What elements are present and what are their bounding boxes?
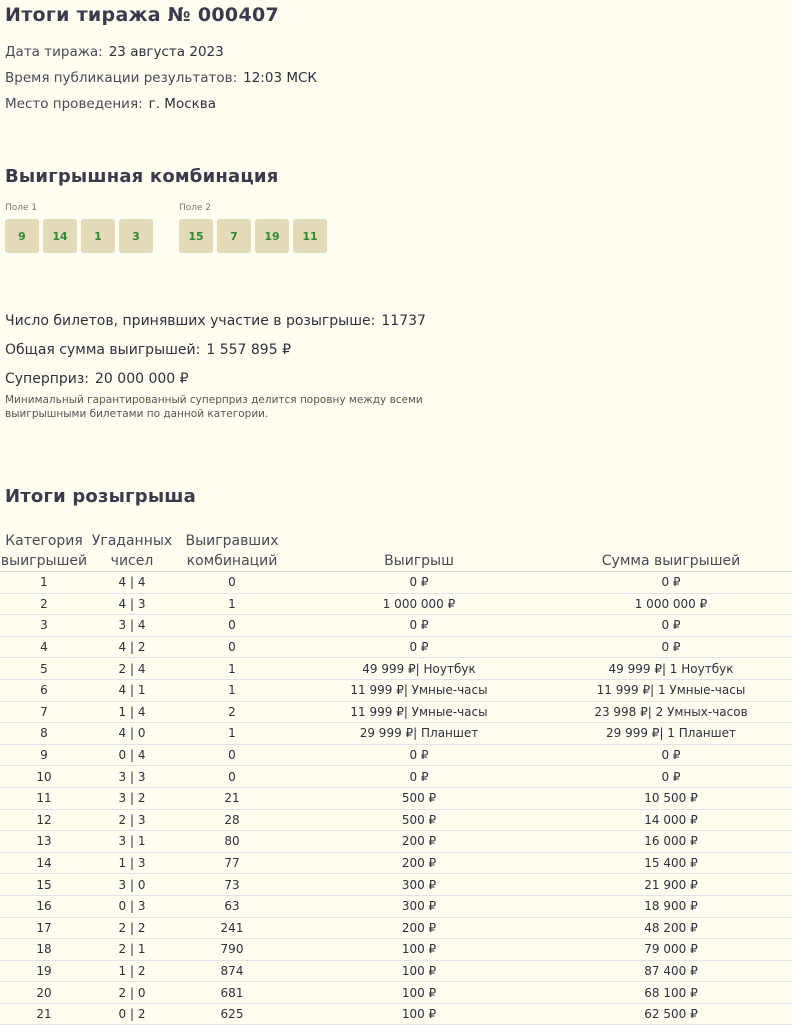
category-cell: 9 [0, 744, 88, 766]
draw-date-label: Дата тиража: [5, 44, 103, 60]
table-row [0, 679, 792, 701]
table-row [0, 636, 792, 658]
col-prize-header: Выигрыш [288, 525, 550, 572]
total-cell: 48 200 ₽ [550, 917, 792, 939]
total-cell: 15 400 ₽ [550, 852, 792, 874]
table-row [0, 723, 792, 745]
total-cell: 18 900 ₽ [550, 895, 792, 917]
total-cell: 0 ₽ [550, 744, 792, 766]
table-row [0, 1003, 792, 1025]
category-cell: 10 [0, 766, 88, 788]
winners-cell: 1 [176, 679, 288, 701]
winners-cell: 681 [176, 982, 288, 1004]
total-cell: 1 000 000 ₽ [550, 593, 792, 615]
matched-cell: 2 | 2 [88, 917, 176, 939]
prize-cell: 200 ₽ [288, 831, 550, 853]
matched-cell: 0 | 4 [88, 744, 176, 766]
total-cell: 62 500 ₽ [550, 1003, 792, 1025]
category-cell: 3 [0, 615, 88, 637]
category-cell: 6 [0, 679, 88, 701]
total-cell: 16 000 ₽ [550, 831, 792, 853]
prize-cell: 500 ₽ [288, 787, 550, 809]
category-cell: 4 [0, 636, 88, 658]
results-table [0, 525, 792, 1025]
category-cell: 13 [0, 831, 88, 853]
total-winnings-value: 1 557 895 ₽ [206, 342, 291, 358]
total-cell: 79 000 ₽ [550, 939, 792, 961]
prize-cell: 200 ₽ [288, 852, 550, 874]
table-row [0, 917, 792, 939]
matched-cell: 4 | 4 [88, 572, 176, 594]
prize-cell: 0 ₽ [288, 615, 550, 637]
winners-cell: 625 [176, 1003, 288, 1025]
matched-cell: 4 | 3 [88, 593, 176, 615]
page-title: Итоги тиража № 000407 [5, 4, 280, 26]
table-row [0, 895, 792, 917]
results-header-row [0, 525, 792, 572]
prize-cell: 500 ₽ [288, 809, 550, 831]
draw-date [5, 44, 224, 60]
table-row [0, 744, 792, 766]
col-category-header: Категория выигрышей [0, 525, 88, 572]
category-cell: 12 [0, 809, 88, 831]
publish-time [5, 70, 317, 86]
total-cell: 0 ₽ [550, 615, 792, 637]
prize-cell: 1 000 000 ₽ [288, 593, 550, 615]
total-cell: 0 ₽ [550, 636, 792, 658]
col-total-header: Сумма выигрышей [550, 525, 792, 572]
category-cell: 21 [0, 1003, 88, 1025]
table-row [0, 787, 792, 809]
winners-cell: 2 [176, 701, 288, 723]
winners-cell: 28 [176, 809, 288, 831]
results-body [0, 572, 792, 1025]
draw-place-label: Место проведения: [5, 96, 143, 112]
publish-time-value: 12:03 МСК [243, 70, 317, 86]
matched-cell: 4 | 0 [88, 723, 176, 745]
prize-cell: 300 ₽ [288, 895, 550, 917]
winners-cell: 241 [176, 917, 288, 939]
category-cell: 5 [0, 658, 88, 680]
category-cell: 16 [0, 895, 88, 917]
matched-cell: 3 | 1 [88, 831, 176, 853]
winners-cell: 1 [176, 658, 288, 680]
category-cell: 15 [0, 874, 88, 896]
table-row [0, 572, 792, 594]
field1-balls [5, 219, 153, 253]
field1-label: Поле 1 [5, 203, 38, 213]
total-cell: 10 500 ₽ [550, 787, 792, 809]
table-row [0, 831, 792, 853]
ball: 1 [81, 219, 115, 253]
matched-cell: 0 | 3 [88, 895, 176, 917]
total-cell: 49 999 ₽| 1 Ноутбук [550, 658, 792, 680]
matched-cell: 4 | 2 [88, 636, 176, 658]
prize-cell: 100 ₽ [288, 1003, 550, 1025]
total-cell: 29 999 ₽| 1 Планшет [550, 723, 792, 745]
superprize-value: 20 000 000 ₽ [95, 371, 189, 387]
matched-cell: 2 | 3 [88, 809, 176, 831]
winners-cell: 77 [176, 852, 288, 874]
category-cell: 2 [0, 593, 88, 615]
tickets-count-label: Число билетов, принявших участие в розыгрыше: [5, 313, 376, 329]
total-winnings [5, 342, 291, 358]
total-cell: 0 ₽ [550, 572, 792, 594]
matched-cell: 3 | 4 [88, 615, 176, 637]
matched-cell: 0 | 2 [88, 1003, 176, 1025]
winners-cell: 0 [176, 636, 288, 658]
ball: 15 [179, 219, 213, 253]
draw-place-value: г. Москва [148, 96, 217, 112]
prize-cell: 300 ₽ [288, 874, 550, 896]
matched-cell: 2 | 0 [88, 982, 176, 1004]
matched-cell: 2 | 4 [88, 658, 176, 680]
category-cell: 1 [0, 572, 88, 594]
category-cell: 18 [0, 939, 88, 961]
prize-cell: 0 ₽ [288, 766, 550, 788]
winners-cell: 0 [176, 744, 288, 766]
winners-cell: 0 [176, 572, 288, 594]
matched-cell: 3 | 2 [88, 787, 176, 809]
ball: 9 [5, 219, 39, 253]
tickets-count [5, 313, 426, 329]
draw-date-value: 23 августа 2023 [108, 44, 224, 60]
category-cell: 19 [0, 960, 88, 982]
superprize-note: Минимальный гарантированный суперприз делится поровну между всеми выигрышными билетами по данной категории. [5, 394, 423, 420]
ball: 3 [119, 219, 153, 253]
prize-cell: 200 ₽ [288, 917, 550, 939]
total-cell: 0 ₽ [550, 766, 792, 788]
col-winners-header: Выигравших комбинаций [176, 525, 288, 572]
ball: 19 [255, 219, 289, 253]
winners-cell: 874 [176, 960, 288, 982]
table-row [0, 852, 792, 874]
prize-cell: 11 999 ₽| Умные-часы [288, 679, 550, 701]
ball: 7 [217, 219, 251, 253]
total-cell: 11 999 ₽| 1 Умные-часы [550, 679, 792, 701]
superprize-label: Суперприз: [5, 371, 90, 387]
prize-cell: 100 ₽ [288, 982, 550, 1004]
winners-cell: 80 [176, 831, 288, 853]
table-row [0, 593, 792, 615]
matched-cell: 1 | 3 [88, 852, 176, 874]
total-cell: 14 000 ₽ [550, 809, 792, 831]
table-row [0, 874, 792, 896]
prize-cell: 0 ₽ [288, 636, 550, 658]
publish-time-label: Время публикации результатов: [5, 70, 238, 86]
ball: 14 [43, 219, 77, 253]
prize-cell: 100 ₽ [288, 939, 550, 961]
table-row [0, 658, 792, 680]
draw-place [5, 96, 216, 112]
matched-cell: 3 | 0 [88, 874, 176, 896]
table-row [0, 809, 792, 831]
matched-cell: 1 | 4 [88, 701, 176, 723]
field2-balls [179, 219, 327, 253]
ball: 11 [293, 219, 327, 253]
total-cell: 23 998 ₽| 2 Умных-часов [550, 701, 792, 723]
matched-cell: 3 | 3 [88, 766, 176, 788]
category-cell: 8 [0, 723, 88, 745]
winners-cell: 1 [176, 593, 288, 615]
table-row [0, 701, 792, 723]
matched-cell: 1 | 2 [88, 960, 176, 982]
prize-cell: 29 999 ₽| Планшет [288, 723, 550, 745]
winners-cell: 0 [176, 615, 288, 637]
table-row [0, 615, 792, 637]
total-cell: 21 900 ₽ [550, 874, 792, 896]
winners-cell: 73 [176, 874, 288, 896]
matched-cell: 2 | 1 [88, 939, 176, 961]
tickets-count-value: 11737 [381, 313, 426, 329]
prize-cell: 0 ₽ [288, 744, 550, 766]
winners-cell: 790 [176, 939, 288, 961]
col-matched-header: Угаданных чисел [88, 525, 176, 572]
winners-cell: 1 [176, 723, 288, 745]
winners-cell: 21 [176, 787, 288, 809]
prize-cell: 100 ₽ [288, 960, 550, 982]
category-cell: 7 [0, 701, 88, 723]
category-cell: 14 [0, 852, 88, 874]
matched-cell: 4 | 1 [88, 679, 176, 701]
prize-cell: 11 999 ₽| Умные-часы [288, 701, 550, 723]
winners-cell: 0 [176, 766, 288, 788]
table-row [0, 939, 792, 961]
category-cell: 17 [0, 917, 88, 939]
total-cell: 68 100 ₽ [550, 982, 792, 1004]
category-cell: 11 [0, 787, 88, 809]
category-cell: 20 [0, 982, 88, 1004]
field2-label: Поле 2 [179, 203, 212, 213]
table-row [0, 960, 792, 982]
winning-combination-title: Выигрышная комбинация [5, 166, 279, 187]
winners-cell: 63 [176, 895, 288, 917]
superprize [5, 371, 189, 387]
prize-cell: 49 999 ₽| Ноутбук [288, 658, 550, 680]
prize-cell: 0 ₽ [288, 572, 550, 594]
total-cell: 87 400 ₽ [550, 960, 792, 982]
total-winnings-label: Общая сумма выигрышей: [5, 342, 201, 358]
results-title: Итоги розыгрыша [5, 486, 196, 507]
table-row [0, 766, 792, 788]
table-row [0, 982, 792, 1004]
